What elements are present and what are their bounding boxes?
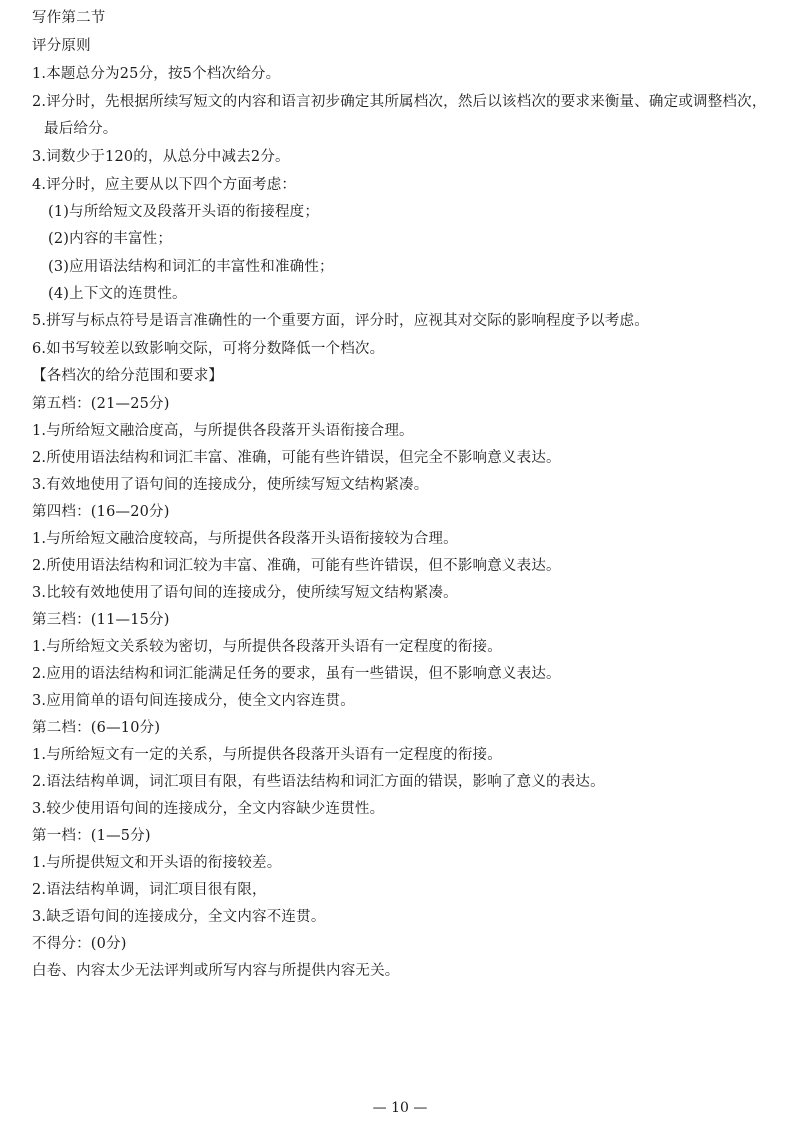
principle-item: 3.词数少于120的，从总分中减去2分。 <box>32 149 290 165</box>
principle-item: 2.评分时，先根据所续写短文的内容和语言初步确定其所属档次，然后以该档次的要求来衡量、确定或调整档次， <box>32 94 767 110</box>
level-item: 2.应用的语法结构和词汇能满足任务的要求，虽有一些错误，但不影响意义表达。 <box>32 666 561 682</box>
level-item: 1.与所给短文有一定的关系，与所提供各段落开头语有一定程度的衔接。 <box>32 747 502 763</box>
level-item: 1.与所提供短文和开头语的衔接较差。 <box>32 855 282 871</box>
level-title: 不得分：(0分) <box>32 936 127 952</box>
level-item: 3.缺乏语句间的连接成分，全文内容不连贯。 <box>32 909 326 925</box>
section-title: 写作第二节 <box>32 10 106 26</box>
level-item: 2.语法结构单调，词汇项目很有限， <box>32 882 267 898</box>
level-item: 白卷、内容太少无法评判或所写内容与所提供内容无关。 <box>32 963 400 979</box>
principle-item: 1.本题总分为25分，按5个档次给分。 <box>32 66 281 82</box>
level-item: 2.所使用语法结构和词汇丰富、准确，可能有些许错误，但完全不影响意义表达。 <box>32 450 561 466</box>
level-title: 第五档：(21—25分) <box>32 396 170 412</box>
principle-item: 6.如书写较差以致影响交际，可将分数降低一个档次。 <box>32 341 385 357</box>
level-title: 第四档：(16—20分) <box>32 504 170 520</box>
principle-subitem: (4)上下文的连贯性。 <box>48 286 187 302</box>
levels-heading: 【各档次的给分范围和要求】 <box>32 368 224 384</box>
principles-heading: 评分原则 <box>32 38 91 54</box>
principle-subitem: (3)应用语法结构和词汇的丰富性和准确性； <box>48 259 334 275</box>
level-item: 1.与所给短文关系较为密切，与所提供各段落开头语有一定程度的衔接。 <box>32 639 502 655</box>
principle-subitem: (1)与所给短文及段落开头语的衔接程度； <box>48 204 320 220</box>
principle-subitem: (2)内容的丰富性； <box>48 231 173 247</box>
level-item: 1.与所给短文融洽度高，与所提供各段落开头语衔接合理。 <box>32 423 414 439</box>
principle-item-continuation: 最后给分。 <box>44 121 118 137</box>
level-item: 3.比较有效地使用了语句间的连接成分，使所续写短文结构紧凑。 <box>32 585 458 601</box>
level-item: 3.有效地使用了语句间的连接成分，使所续写短文结构紧凑。 <box>32 477 429 493</box>
principle-item: 4.评分时，应主要从以下四个方面考虑： <box>32 177 297 193</box>
level-title: 第三档：(11—15分) <box>32 612 170 628</box>
level-item: 3.应用简单的语句间连接成分，使全文内容连贯。 <box>32 693 355 709</box>
level-title: 第一档：(1—5分) <box>32 828 151 844</box>
page-number: — 10 — <box>372 1100 428 1116</box>
level-item: 2.语法结构单调，词汇项目有限，有些语法结构和词汇方面的错误，影响了意义的表达。 <box>32 774 605 790</box>
principle-item: 5.拼写与标点符号是语言准确性的一个重要方面，评分时，应视其对交际的影响程度予以考虑。 <box>32 313 649 329</box>
level-title: 第二档：(6—10分) <box>32 720 161 736</box>
level-item: 3.较少使用语句间的连接成分，全文内容缺少连贯性。 <box>32 801 385 817</box>
level-item: 2.所使用语法结构和词汇较为丰富、准确，可能有些许错误，但不影响意义表达。 <box>32 558 561 574</box>
level-item: 1.与所给短文融洽度较高，与所提供各段落开头语衔接较为合理。 <box>32 531 458 547</box>
